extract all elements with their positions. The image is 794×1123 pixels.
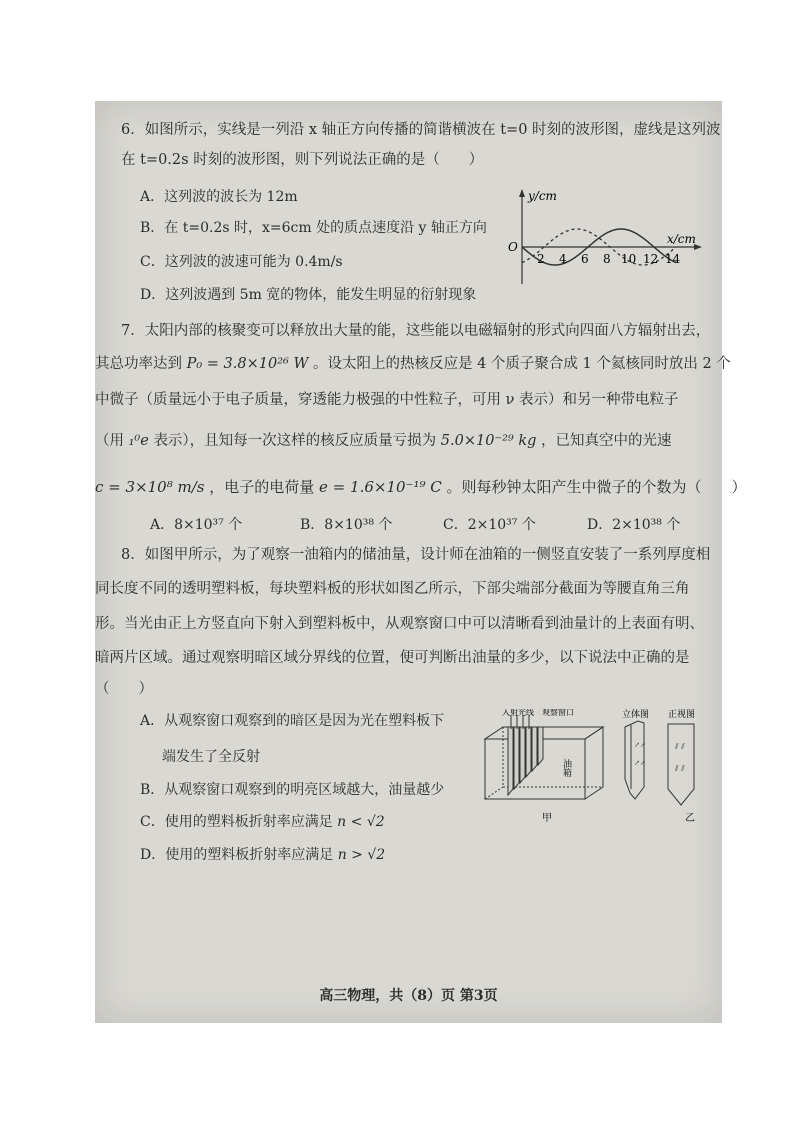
q6-option-a: A．这列波的波长为 12m	[140, 189, 298, 205]
q7-text: 。设太阳上的热核反应是 4 个质子聚合成 1 个氦核同时放出 2 个	[312, 356, 731, 372]
q8-stem-line1: 8．如图甲所示，为了观察一油箱内的储油量，设计师在油箱的一侧竖直安装了一系列厚度相	[121, 547, 711, 563]
q8-stem-line5: （ ）	[95, 681, 153, 697]
q8-text: C．使用的塑料板折射率应满足	[140, 814, 333, 830]
origin-label: O	[508, 240, 518, 254]
plate-front-view	[668, 724, 694, 805]
q7-option-c: C．2×10³⁷ 个	[443, 517, 536, 533]
q7-positron-symbol: ₁⁰e	[128, 433, 149, 449]
tick-label: 6	[581, 252, 589, 266]
q7-option-a: A．8×10³⁷ 个	[150, 517, 243, 533]
q6-option-b: B．在 t=0.2s 时，x=6cm 处的质点速度沿 y 轴正方向	[140, 220, 487, 236]
q7-stem-line2	[95, 354, 731, 374]
q8-option-a-line2: 端发生了全反射	[162, 749, 260, 765]
q7-text: ，已知真空中的光速	[541, 433, 672, 449]
y-axis-label: y/cm	[528, 189, 557, 203]
q8-option-c	[140, 812, 385, 832]
tick-label: 10	[621, 252, 637, 266]
label-front-view: 正视图	[668, 710, 696, 720]
label-figure-yi: 乙	[685, 813, 695, 824]
tick-label: 14	[665, 252, 681, 266]
q8-stem-line3: 形。当光由正上方竖直向下射入到塑料板中，从观察窗口中可以清晰看到油量计的上表面有明、	[95, 616, 704, 632]
q7-electron-charge: e = 1.6×10⁻¹⁹ C	[319, 478, 442, 496]
q7-text: 其总功率达到	[95, 356, 182, 372]
label-3d-view: 立体图	[622, 710, 650, 720]
oil-tank	[485, 727, 603, 799]
q7-stem-line3: 中微子（质量远小于电子质量，穿透能力极强的中性粒子，可用 ν 表示）和另一种带电粒子	[95, 392, 679, 408]
exam-page	[95, 101, 747, 1023]
svg-text:↗↗: ↗↗	[634, 741, 646, 749]
q7-mass-loss: 5.0×10⁻²⁹ kg	[440, 433, 537, 449]
tick-label: 4	[559, 252, 567, 266]
q7-option-b: B．8×10³⁸ 个	[300, 517, 393, 533]
q7-stem-line5	[95, 477, 747, 497]
q6-stem-line2: 在 t=0.2s 时刻的波形图，则下列说法正确的是（ ）	[121, 152, 484, 168]
q8-stem-line2: 同长度不同的透明塑料板，每块塑料板的形状如图乙所示，下部尖端部分截面为等腰直角三角	[95, 581, 690, 597]
q7-power-value: P₀ = 3.8×10²⁶ W	[186, 356, 309, 372]
q7-option-d: D．2×10³⁸ 个	[587, 517, 681, 533]
q7-text: 。则每秒钟太阳产生中微子的个数为（ ）	[446, 478, 747, 496]
tick-label: 2	[537, 252, 545, 266]
q6-option-c: C．这列波的波速可能为 0.4m/s	[140, 254, 343, 270]
svg-text:⫽ ⫽: ⫽ ⫽	[675, 742, 685, 751]
x-axis-label: x/cm	[667, 232, 696, 246]
q7-stem-line4	[95, 431, 672, 451]
plastic-plates	[508, 727, 543, 795]
q8-text: D．使用的塑料板折射率应满足	[140, 847, 334, 863]
label-incident-light: 入射光线	[502, 709, 534, 717]
tick-label: 12	[643, 252, 659, 266]
q8-option-d	[140, 845, 385, 865]
q7-text: （用	[95, 433, 124, 449]
oil-tank-figure	[480, 709, 718, 829]
x-tick-labels	[537, 252, 681, 266]
label-figure-jia: 甲	[542, 813, 552, 824]
q6-option-d: D．这列波遇到 5m 宽的物体，能发生明显的衍射现象	[140, 287, 477, 303]
q7-text: ，电子的电荷量	[209, 478, 315, 496]
svg-text:⫽ ⫽: ⫽ ⫽	[675, 764, 685, 773]
y-axis-arrow	[519, 189, 525, 197]
label-oil-tank: 油箱	[561, 759, 571, 777]
q8-option-a-line1: A．从观察窗口观察到的暗区是因为光在塑料板下	[140, 713, 445, 729]
q7-stem-line1: 7．太阳内部的核聚变可以释放出大量的能，这些能以电磁辐射的形式向四面八方辐射出去，	[121, 323, 711, 339]
svg-text:↗↗: ↗↗	[634, 759, 646, 767]
q8-option-b: B．从观察窗口观察到的明亮区域越大，油量越少	[140, 782, 445, 798]
q6-stem-line1: 6．如图所示，实线是一列沿 x 轴正方向传播的简谐横波在 t=0 时刻的波形图，虚线是这列波	[121, 122, 721, 138]
tick-label: 8	[603, 252, 611, 266]
wave-graph	[500, 184, 705, 294]
q7-light-speed: c = 3×10⁸ m/s	[95, 478, 205, 496]
q8-option-d-math: n > √2	[337, 847, 386, 863]
q7-text: 表示），且知每一次这样的核反应质量亏损为	[153, 433, 437, 449]
plate-3d-view	[625, 721, 646, 799]
q8-stem-line4: 暗两片区域。通过观察明暗区域分界线的位置，便可判断出油量的多少，以下说法中正确的是	[95, 650, 690, 666]
page-footer: 高三物理，共（8）页 第3页	[319, 988, 498, 1004]
q8-option-c-math: n < √2	[337, 814, 385, 830]
label-observation-window: 观察窗口	[542, 709, 574, 717]
